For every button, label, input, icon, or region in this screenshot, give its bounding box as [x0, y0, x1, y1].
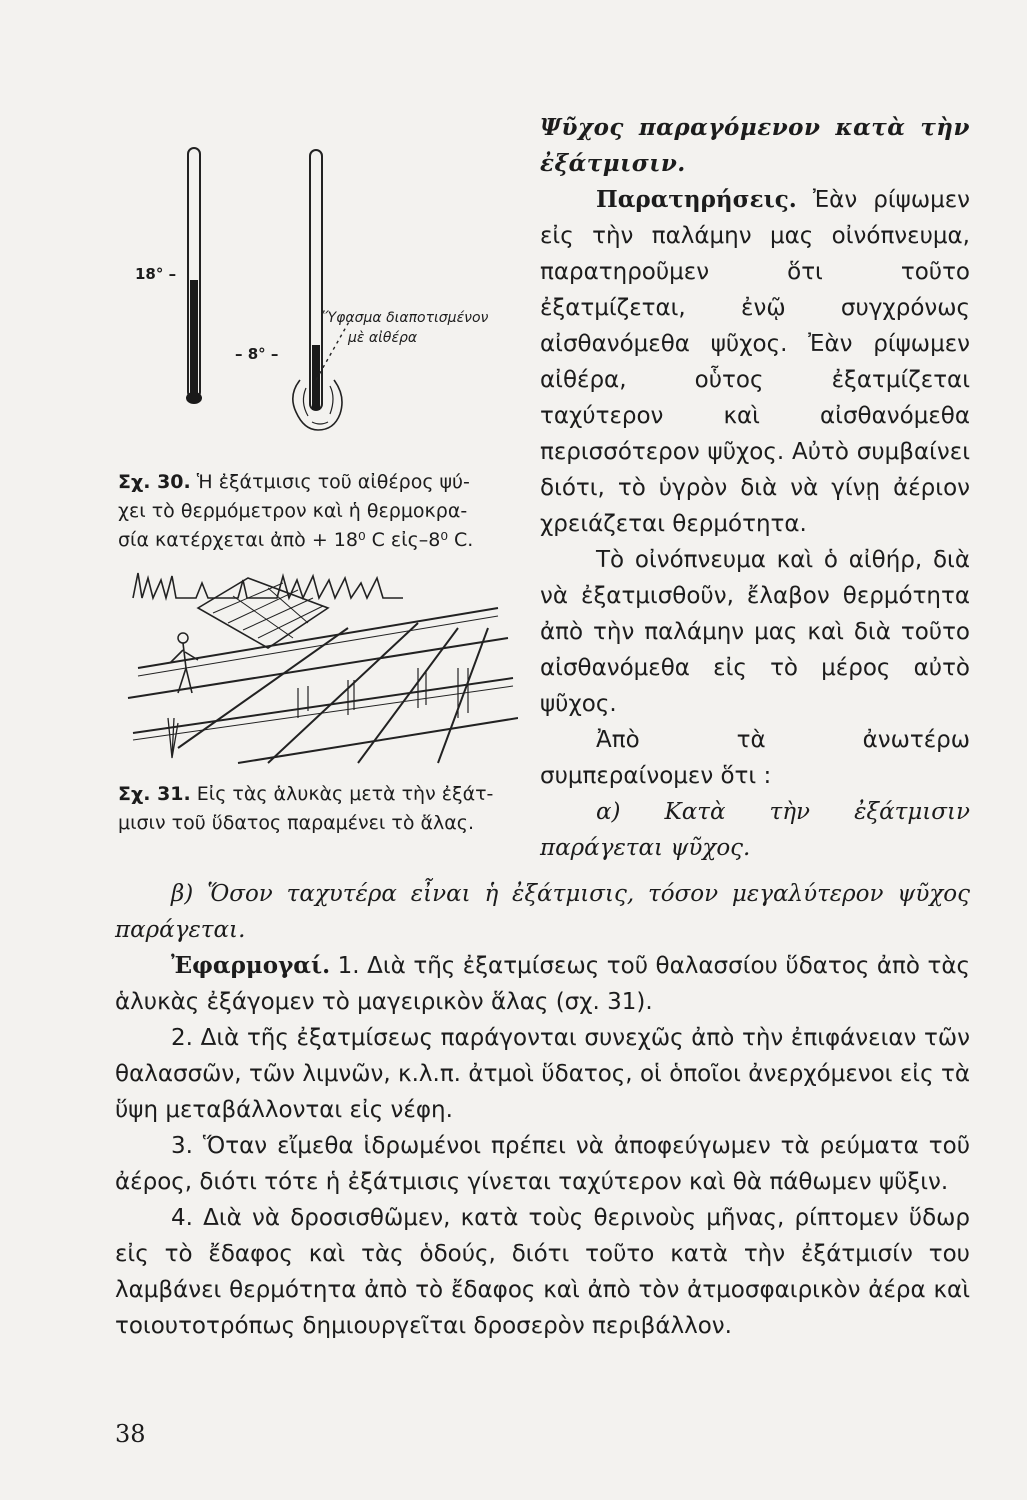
figure-31-salt-pans	[118, 568, 518, 768]
figure-31-number: Σχ. 31.	[118, 783, 191, 805]
fig31-caption-line2: μισιν τοῦ ὕδατος παραμένει τὸ ἅλας.	[118, 812, 474, 834]
application-1	[115, 948, 970, 1020]
right-column	[540, 110, 970, 866]
cloth-note-line2: μὲ αἰθέρα	[348, 330, 418, 346]
label-minus-8-degrees: – 8° –	[235, 345, 279, 363]
conclusion-b: β) Ὅσον ταχυτέρα εἶναι ἡ ἐξάτμισις, τόσον μεγαλύτερον ψῦχος παράγεται.	[115, 881, 970, 943]
observations-label: Παρατηρήσεις.	[596, 186, 797, 213]
body-text	[115, 876, 970, 1344]
figure-31-caption	[118, 780, 528, 838]
salt-pans-illustration	[118, 568, 518, 768]
label-18-degrees: 18° –	[135, 265, 177, 283]
fig30-caption-line1: Ἡ ἐξάτμισις τοῦ αἰθέρος ψύ-	[196, 471, 470, 493]
observations-paragraph	[540, 182, 970, 542]
page-number: 38	[115, 1420, 146, 1448]
fig31-caption-line1: Εἰς τὰς ἁλυκὰς μετὰ τὴν ἐξάτ-	[196, 783, 494, 805]
application-2: 2. Διὰ τῆς ἐξατμίσεως παράγονται συνεχῶς ἀπὸ τὴν ἐπιφάνειαν τῶν θαλασσῶν, τῶν λιμνῶν, κ.λ.π. ἀτμοὶ ὕδατος, οἱ ὁποῖοι ἀνερχόμενοι εἰς τὰ ὕψη μεταβάλλονται εἰς νέφη.	[115, 1025, 970, 1123]
paragraph-3: Ἀπὸ τὰ ἀνωτέρω συμπεραίνομεν ὅτι :	[540, 727, 970, 789]
observations-text: Ἐὰν ρίψωμεν εἰς τὴν παλάμην μας οἰνόπνευμα, παρατηροῦμεν ὅτι τοῦτο ἐξατμίζεται, ἐνῷ συγχρόνως αἰσθανόμεθα ψῦχος. Ἐὰν ρίψωμεν αἰθέρα, οὗτος ἐξατμίζεται ταχύτερον καὶ αἰσθανόμεθα περισσότερον ψῦχος. Αὐτὸ συμβαίνει διότι, τὸ ὑγρὸν διὰ νὰ γίνῃ ἀέριον χρειάζεται θερμότητα.	[540, 187, 970, 537]
figure-30-caption	[118, 468, 528, 555]
application-3: 3. Ὅταν εἴμεθα ἱδρωμένοι πρέπει νὰ ἀποφεύγωμεν τὰ ρεύματα τοῦ ἀέρος, διότι τότε ἡ ἐξάτμισις γίνεται ταχύτερον καὶ θὰ πάθωμεν ψῦξιν.	[115, 1133, 970, 1195]
cloth-note-line1: Ὕφασμα διαποτισμένον	[322, 310, 489, 326]
figure-30-number: Σχ. 30.	[118, 471, 191, 493]
section-heading: Ψῦχος παραγόμενον κατὰ τὴν ἐξάτμισιν.	[540, 114, 970, 177]
applications-label: Ἐφαρμογαί.	[171, 952, 331, 979]
paragraph-2: Τὸ οἰνόπνευμα καὶ ὁ αἰθήρ, διὰ νὰ ἐξατμισθοῦν, ἔλαβον θερμότητα ἀπὸ τὴν παλάμην μας καὶ διὰ τοῦτο αἰσθανόμεθα εἰς τὸ μέρος αὐτὸ ψῦχος.	[540, 547, 970, 717]
thermometers-illustration	[120, 140, 530, 460]
figure-30-thermometers	[120, 140, 530, 460]
conclusion-a: α) Κατὰ τὴν ἐξάτμισιν παράγεται ψῦχος.	[540, 799, 970, 861]
application-1-text: 1. Διὰ τῆς ἐξατμίσεως τοῦ θαλασσίου ὕδατος ἀπὸ τὰς ἁλυκὰς ἐξάγομεν τὸ μαγειρικὸν ἅλας (σχ. 31).	[115, 953, 970, 1015]
fig30-caption-line3: σία κατέρχεται ἀπὸ + 18⁰ C εἰς–8⁰ C.	[118, 529, 474, 551]
application-4: 4. Διὰ νὰ δροσισθῶμεν, κατὰ τοὺς θερινοὺς μῆνας, ρίπτομεν ὕδωρ εἰς τὸ ἔδαφος καὶ τὰς ὁδούς, διότι τοῦτο κατὰ τὴν ἐξάτμισίν του λαμβάνει θερμότητα ἀπὸ τὸ ἔδαφος καὶ ἀπὸ τὸν ἀτμοσφαιρικὸν ἀέρα καὶ τοιουτοτρόπως δημιουργεῖται δροσερὸν περιβάλλον.	[115, 1205, 970, 1339]
fig30-caption-line2: χει τὸ θερμόμετρον καὶ ἡ θερμοκρα-	[118, 500, 468, 522]
